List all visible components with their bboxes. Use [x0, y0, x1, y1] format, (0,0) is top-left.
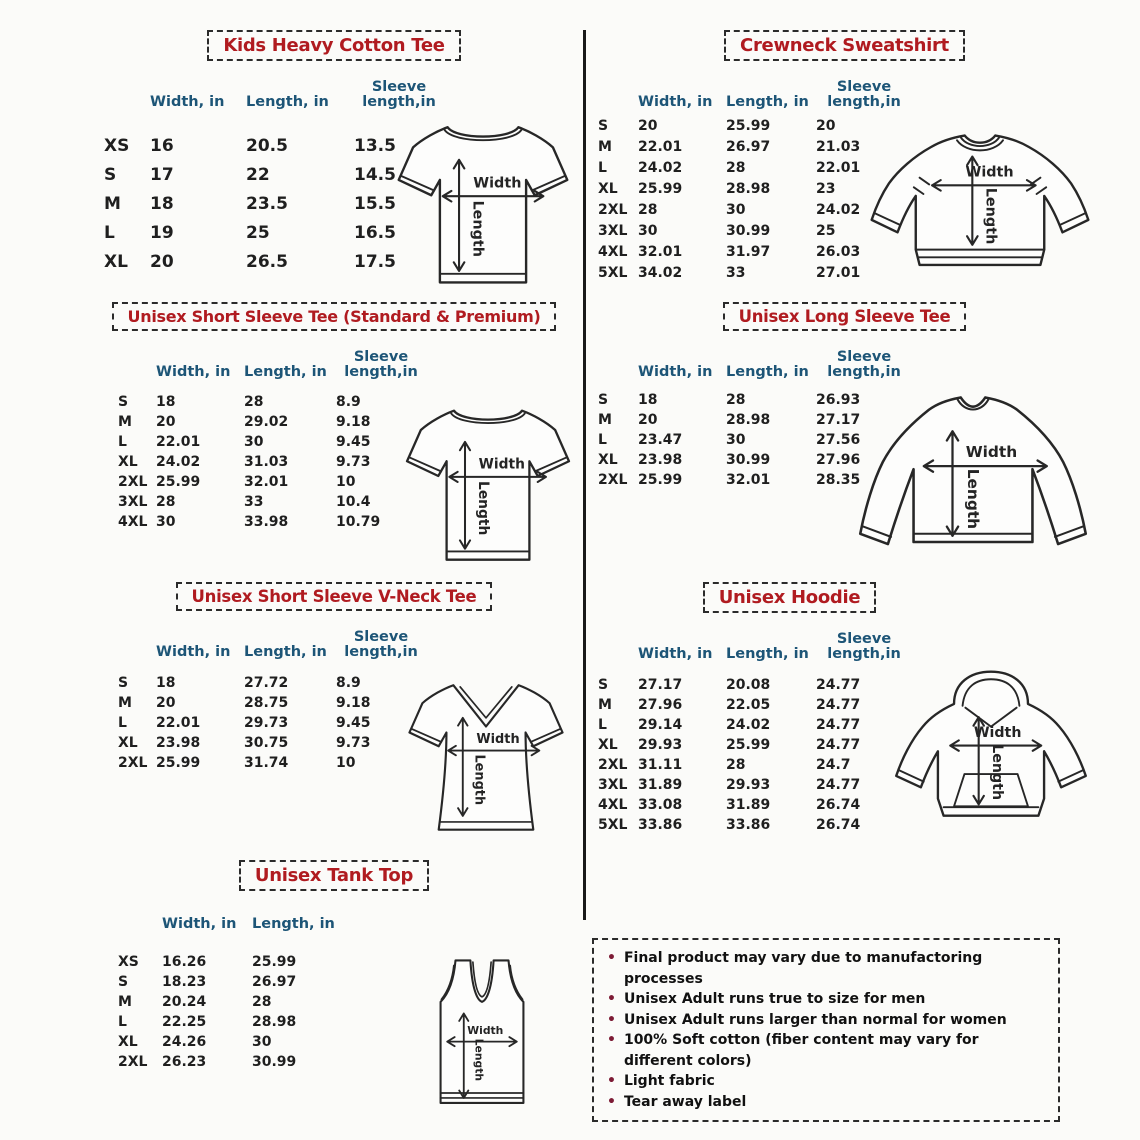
measurement-value: 9.45 — [336, 715, 371, 731]
measurement-value: 28 — [156, 494, 176, 510]
measurement-value: 18 — [156, 394, 176, 410]
vneck-tee-illustration — [400, 668, 572, 840]
bullet-icon: • — [607, 991, 616, 1007]
size-label: XL — [598, 737, 618, 753]
measurement-value: 22.25 — [162, 1014, 207, 1030]
size-label: M — [104, 194, 121, 214]
measurement-value: 33 — [244, 494, 264, 510]
size-label: M — [118, 414, 132, 430]
measurement-value: 20 — [150, 252, 174, 272]
measurement-value: 28 — [726, 160, 746, 176]
measurement-value: 20 — [156, 414, 176, 430]
measurement-value: 24.02 — [816, 202, 861, 218]
section-title: Crewneck Sweatshirt — [724, 30, 965, 61]
width-arrow-label: Width — [476, 731, 520, 747]
section-title: Unisex Tank Top — [239, 860, 429, 891]
measurement-value: 25.99 — [726, 118, 771, 134]
size-label: XL — [598, 452, 618, 468]
measurement-value: 9.18 — [336, 414, 371, 430]
section-unisex-vneck-tee — [84, 582, 584, 806]
measurement-value: 10 — [336, 474, 356, 490]
section-unisex-hoodie — [592, 582, 1097, 835]
measurement-value: 13.5 — [354, 136, 396, 156]
measurement-value: 27.96 — [638, 697, 683, 713]
measurement-value: 25.99 — [252, 954, 297, 970]
note-text: Unisex Adult runs true to size for men — [623, 991, 926, 1007]
size-label: 2XL — [598, 472, 628, 488]
size-label: 2XL — [598, 202, 628, 218]
measurement-value: 26.5 — [246, 252, 288, 272]
length-arrow-label: Length — [472, 1038, 486, 1082]
sleeve-col-header: Sleeve length,in — [344, 349, 418, 380]
note-text: Final product may vary due to manufactoring processes — [623, 950, 983, 987]
measurement-value: 18 — [156, 675, 176, 691]
sleeve-col-header: Sleeve length,in — [344, 629, 418, 660]
measurement-value: 28 — [726, 392, 746, 408]
measurement-value: 32.01 — [726, 472, 771, 488]
measurement-value: 30 — [252, 1034, 272, 1050]
hoodie-illustration — [882, 664, 1100, 849]
measurement-value: 26.74 — [816, 797, 861, 813]
measurement-value: 31.89 — [726, 797, 771, 813]
measurement-value: 31.74 — [244, 755, 289, 771]
measurement-value: 20.24 — [162, 994, 207, 1010]
measurement-value: 28.98 — [726, 412, 771, 428]
measurement-value: 30 — [156, 514, 176, 530]
measurement-value: 29.14 — [638, 717, 683, 733]
measurement-value: 16.26 — [162, 954, 207, 970]
measurement-value: 30 — [244, 434, 264, 450]
measurement-value: 8.9 — [336, 394, 361, 410]
measurement-value: 30.99 — [252, 1054, 297, 1070]
bullet-icon: • — [607, 1073, 616, 1089]
measurement-value: 23 — [816, 181, 836, 197]
size-label: 4XL — [598, 797, 628, 813]
table-header — [118, 350, 584, 380]
notes-box — [592, 938, 1060, 1122]
measurement-value: 22 — [246, 165, 270, 185]
measurement-value: 23.98 — [156, 735, 201, 751]
measurement-value: 28.98 — [726, 181, 771, 197]
measurement-value: 27.17 — [638, 677, 683, 693]
measurement-value: 28.98 — [252, 1014, 297, 1030]
measurement-value: 26.23 — [162, 1054, 207, 1070]
section-unisex-short-sleeve-tee — [84, 302, 584, 536]
bullet-icon: • — [607, 1032, 616, 1048]
width-arrow-label: Width — [473, 175, 522, 192]
table-header — [598, 350, 1097, 380]
table-header — [118, 630, 584, 660]
measurement-value: 15.5 — [354, 194, 396, 214]
note-item — [607, 1010, 1045, 1031]
width-col-header: Width, in — [638, 646, 713, 662]
note-text: Tear away label — [623, 1093, 747, 1110]
size-label: L — [598, 160, 607, 176]
measurement-value: 30 — [638, 223, 658, 239]
measurement-value: 24.77 — [816, 737, 861, 753]
measurement-value: 16.5 — [354, 223, 396, 243]
measurement-value: 9.73 — [336, 735, 371, 751]
measurement-value: 24.02 — [638, 160, 683, 176]
width-col-header: Width, in — [638, 94, 713, 110]
size-label: S — [598, 677, 609, 693]
section-title: Unisex Short Sleeve Tee (Standard & Premium) — [112, 302, 557, 331]
size-label: XL — [118, 454, 138, 470]
measurement-value: 23.5 — [246, 194, 288, 214]
table-header — [598, 80, 1097, 110]
table-header — [104, 80, 584, 110]
measurement-value: 31.97 — [726, 244, 771, 260]
measurement-value: 28 — [244, 394, 264, 410]
measurement-value: 25.99 — [156, 474, 201, 490]
length-col-header: Length, in — [244, 364, 327, 380]
measurement-value: 27.01 — [816, 265, 861, 281]
note-item — [607, 989, 1045, 1010]
measurement-value: 26.93 — [816, 392, 861, 408]
size-label: M — [598, 139, 612, 155]
measurement-value: 22.01 — [638, 139, 683, 155]
measurement-value: 34.02 — [638, 265, 683, 281]
width-arrow-label: Width — [965, 164, 1014, 181]
section-unisex-long-sleeve-tee — [592, 302, 1097, 530]
measurement-value: 14.5 — [354, 165, 396, 185]
measurement-value: 24.7 — [816, 757, 851, 773]
measurement-value: 23.98 — [638, 452, 683, 468]
size-label: XL — [104, 252, 128, 272]
width-col-header: Width, in — [156, 364, 231, 380]
measurement-value: 30.75 — [244, 735, 289, 751]
measurement-value: 27.72 — [244, 675, 289, 691]
measurement-value: 20.08 — [726, 677, 771, 693]
note-item — [607, 948, 1045, 989]
measurement-value: 17.5 — [354, 252, 396, 272]
size-label: 2XL — [118, 1054, 148, 1070]
size-label: 2XL — [598, 757, 628, 773]
size-label: S — [104, 165, 117, 185]
measurement-value: 24.26 — [162, 1034, 207, 1050]
size-label: L — [598, 717, 607, 733]
size-label: M — [118, 994, 132, 1010]
measurement-value: 33.08 — [638, 797, 683, 813]
measurement-value: 9.45 — [336, 434, 371, 450]
measurement-value: 22.05 — [726, 697, 771, 713]
measurement-value: 27.17 — [816, 412, 861, 428]
length-arrow-label: Length — [963, 468, 982, 530]
section-title: Unisex Long Sleeve Tee — [723, 302, 967, 331]
measurement-value: 20 — [156, 695, 176, 711]
measurement-value: 18 — [150, 194, 174, 214]
section-title: Unisex Hoodie — [703, 582, 877, 613]
section-crewneck-sweatshirt — [592, 30, 1097, 284]
section-unisex-tank-top — [84, 860, 584, 1082]
size-label: 4XL — [118, 514, 148, 530]
width-col-header: Width, in — [162, 916, 237, 932]
bullet-icon: • — [607, 950, 616, 966]
measurement-value: 30 — [726, 432, 746, 448]
size-label: S — [118, 974, 129, 990]
size-label: 3XL — [598, 777, 628, 793]
bullet-icon: • — [607, 1011, 616, 1028]
sleeve-col-header: Sleeve length,in — [827, 79, 901, 110]
size-label: M — [118, 695, 132, 711]
section-kids-heavy-cotton-tee — [84, 30, 584, 277]
size-label: S — [598, 392, 609, 408]
measurement-value: 32.01 — [638, 244, 683, 260]
measurement-value: 24.77 — [816, 717, 861, 733]
width-arrow-label: Width — [467, 1024, 504, 1038]
measurement-value: 25.99 — [156, 755, 201, 771]
length-col-header: Length, in — [726, 364, 809, 380]
tank-top-illustration — [424, 952, 540, 1118]
measurement-value: 24.77 — [816, 697, 861, 713]
measurement-value: 10 — [336, 755, 356, 771]
size-label: 2XL — [118, 755, 148, 771]
measurement-value: 22.01 — [156, 434, 201, 450]
measurement-value: 20 — [638, 412, 658, 428]
size-label: M — [598, 697, 612, 713]
measurement-value: 28 — [252, 994, 272, 1010]
width-arrow-label: Width — [965, 442, 1018, 461]
length-arrow-label: Length — [982, 187, 999, 245]
size-label: L — [104, 223, 115, 243]
size-label: XL — [118, 1034, 138, 1050]
measurement-value: 26.97 — [726, 139, 771, 155]
measurement-value: 28 — [726, 757, 746, 773]
measurement-value: 20 — [816, 118, 836, 134]
size-label: L — [118, 1014, 127, 1030]
measurement-value: 29.73 — [244, 715, 289, 731]
measurement-value: 25.99 — [638, 472, 683, 488]
measurement-value: 26.74 — [816, 817, 861, 833]
length-arrow-label: Length — [988, 744, 1005, 801]
bullet-icon: • — [607, 1093, 616, 1110]
measurement-value: 27.96 — [816, 452, 861, 468]
measurement-value: 25 — [246, 223, 270, 243]
measurement-value: 26.97 — [252, 974, 297, 990]
measurement-value: 17 — [150, 165, 174, 185]
measurement-value: 16 — [150, 136, 174, 156]
length-arrow-label: Length — [474, 481, 491, 536]
length-col-header: Length, in — [252, 916, 335, 932]
measurement-value: 8.9 — [336, 675, 361, 691]
measurement-value: 9.73 — [336, 454, 371, 470]
length-arrow-label: Length — [471, 754, 487, 806]
measurement-value: 31.11 — [638, 757, 683, 773]
size-label: L — [118, 715, 127, 731]
size-label: XL — [118, 735, 138, 751]
measurement-value: 25 — [816, 223, 836, 239]
section-title: Unisex Short Sleeve V-Neck Tee — [176, 582, 493, 611]
size-label: 4XL — [598, 244, 628, 260]
width-arrow-label: Width — [973, 725, 1022, 742]
width-col-header: Width, in — [150, 94, 225, 110]
width-arrow-label: Width — [478, 456, 525, 473]
measurement-value: 9.18 — [336, 695, 371, 711]
measurement-value: 29.93 — [726, 777, 771, 793]
size-label: XS — [104, 136, 130, 156]
measurement-value: 31.89 — [638, 777, 683, 793]
width-col-header: Width, in — [638, 364, 713, 380]
measurement-value: 24.77 — [816, 777, 861, 793]
size-label: 3XL — [118, 494, 148, 510]
measurement-value: 10.4 — [336, 494, 371, 510]
size-label: S — [118, 675, 129, 691]
measurement-value: 31.03 — [244, 454, 289, 470]
measurement-value: 30.99 — [726, 452, 771, 468]
length-col-header: Length, in — [726, 94, 809, 110]
measurement-value: 25.99 — [726, 737, 771, 753]
measurement-value: 10.79 — [336, 514, 381, 530]
measurement-value: 18.23 — [162, 974, 207, 990]
size-label: S — [598, 118, 609, 134]
size-label: XL — [598, 181, 618, 197]
measurement-value: 20.5 — [246, 136, 288, 156]
section-title: Kids Heavy Cotton Tee — [207, 30, 460, 61]
measurement-value: 18 — [638, 392, 658, 408]
table-header — [118, 916, 584, 932]
measurement-value: 33.86 — [638, 817, 683, 833]
length-arrow-label: Length — [469, 200, 486, 258]
length-col-header: Length, in — [246, 94, 329, 110]
measurement-value: 22.01 — [156, 715, 201, 731]
sleeve-col-header: Sleeve length,in — [827, 631, 901, 662]
length-col-header: Length, in — [244, 644, 327, 660]
measurement-value: 19 — [150, 223, 174, 243]
measurement-value: 24.77 — [816, 677, 861, 693]
measurement-value: 23.47 — [638, 432, 683, 448]
sweatshirt-illustration — [864, 124, 1096, 287]
measurement-value: 29.93 — [638, 737, 683, 753]
size-label: L — [118, 434, 127, 450]
size-label: M — [598, 412, 612, 428]
note-item — [607, 1071, 1045, 1092]
note-item — [607, 1030, 1045, 1071]
sleeve-col-header: Sleeve length,in — [362, 79, 436, 110]
note-text: Light fabric — [623, 1073, 715, 1089]
tee-illustration — [396, 394, 580, 569]
measurement-value: 32.01 — [244, 474, 289, 490]
measurement-value: 28 — [638, 202, 658, 218]
length-col-header: Length, in — [726, 646, 809, 662]
measurement-value: 27.56 — [816, 432, 861, 448]
measurement-value: 33.86 — [726, 817, 771, 833]
size-label: 5XL — [598, 817, 628, 833]
width-col-header: Width, in — [156, 644, 231, 660]
tee-illustration — [384, 110, 582, 292]
measurement-value: 29.02 — [244, 414, 289, 430]
note-text: Unisex Adult runs larger than normal for women — [623, 1011, 1007, 1028]
measurement-value: 25.99 — [638, 181, 683, 197]
measurement-value: 33.98 — [244, 514, 289, 530]
size-label: S — [118, 394, 129, 410]
measurement-value: 21.03 — [816, 139, 861, 155]
measurement-value: 22.01 — [816, 160, 861, 176]
sleeve-col-header: Sleeve length,in — [827, 349, 901, 380]
size-label: XS — [118, 954, 139, 970]
measurement-value: 24.02 — [726, 717, 771, 733]
size-label: 3XL — [598, 223, 628, 239]
note-item — [607, 1092, 1045, 1113]
measurement-value: 30 — [726, 202, 746, 218]
long-sleeve-tee-illustration — [850, 384, 1096, 579]
measurement-value: 20 — [638, 118, 658, 134]
measurement-value: 24.02 — [156, 454, 201, 470]
measurement-value: 26.03 — [816, 244, 861, 260]
measurement-value: 30.99 — [726, 223, 771, 239]
table-header — [598, 632, 1097, 662]
note-text: 100% Soft cotton (fiber content may vary for different colors) — [623, 1032, 979, 1069]
size-label: L — [598, 432, 607, 448]
size-label: 2XL — [118, 474, 148, 490]
measurement-value: 33 — [726, 265, 746, 281]
measurement-value: 28.35 — [816, 472, 861, 488]
size-label: 5XL — [598, 265, 628, 281]
measurement-value: 28.75 — [244, 695, 289, 711]
